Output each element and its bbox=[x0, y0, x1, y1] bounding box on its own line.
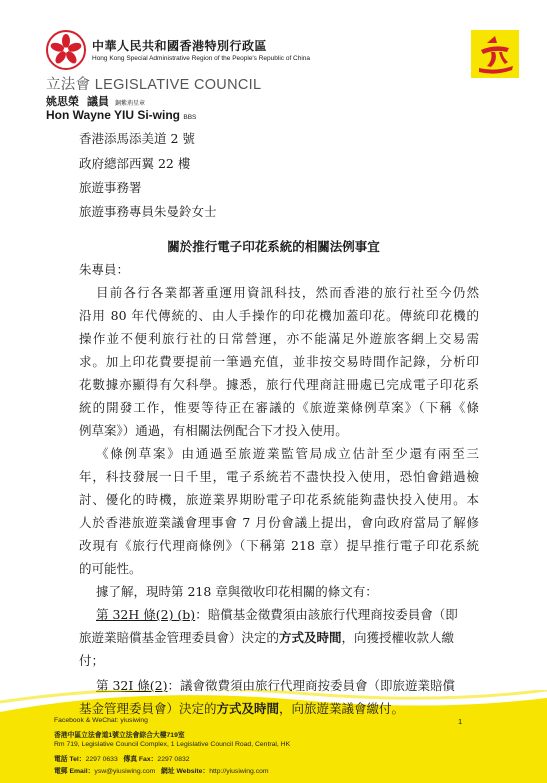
clause-32i-text: ：議會徵費須由旅行代理商按委員會（即旅遊業賠償 bbox=[167, 678, 456, 693]
tel-label: 電話 Tel： bbox=[54, 756, 86, 763]
clause-32h-ref: 第 32H 條(2) (b) bbox=[96, 607, 196, 622]
government-name-en: Hong Kong Special Administrative Region of the People's Republic of China bbox=[92, 55, 311, 62]
member-name-zh-text: 姚思榮 bbox=[46, 95, 79, 108]
footer-address-zh: 香港中區立法會道1號立法會綜合大樓719室 bbox=[54, 732, 185, 739]
government-name-zh: 中華人民共和國香港特別行政區 bbox=[92, 39, 268, 53]
member-honor-zh: 銅紫荊星章 bbox=[115, 100, 146, 107]
member-honor-en: BBS bbox=[183, 114, 197, 121]
footer-contact bbox=[54, 765, 269, 775]
paragraph-line: 年，科技發展一日千里，電子系統若不盡快投入使用，恐怕會錯過檢 bbox=[79, 469, 479, 484]
member-role-zh: 議員 bbox=[87, 95, 109, 108]
clause-32i-text: 基金管理委員會）決定的 bbox=[79, 701, 217, 716]
clause-32h-line bbox=[79, 628, 479, 646]
clause-32h-line: 付； bbox=[79, 653, 105, 668]
paragraph-line: 沿用 80 年代傳統的、由人手操作的印花機加蓋印花。傳統印花機的 bbox=[79, 308, 479, 323]
paragraph-line: 人於香港旅遊業議會理事會 7 月份會議上提出，會向政府當局了解修 bbox=[79, 515, 479, 530]
address-line: 旅遊事務專員朱曼鈴女士 bbox=[79, 204, 217, 219]
member-name-en-text: Hon Wayne YIU Si-wing bbox=[46, 108, 181, 122]
address-line: 政府總部西翼 22 樓 bbox=[79, 156, 191, 171]
paragraph-line: 統的開發工作，惟要等待正在審議的《旅遊業條例草案》（下稱《條 bbox=[79, 400, 479, 415]
paragraph-line: 討、優化的時機，旅遊業界期盼電子印花系統能夠盡快投入使用。本 bbox=[79, 492, 479, 507]
paragraph-line: 據了解，現時第 218 章與徵收印花相關的條文有： bbox=[96, 584, 378, 599]
salutation: 朱專員： bbox=[79, 262, 130, 277]
legislator-logo bbox=[471, 30, 519, 78]
email-link[interactable]: ysw@yiusiwing.com bbox=[94, 768, 156, 775]
address-line: 旅遊事務署 bbox=[79, 180, 142, 195]
clause-32h-text: ：賠償基金徵費須由該旅行代理商按委員會（即 bbox=[195, 607, 458, 622]
paragraph-line: 花數據亦顯得有欠科學。據悉，旅行代理商註冊處已完成電子印花系 bbox=[79, 377, 479, 392]
address-line: 香港添馬添美道 2 號 bbox=[79, 131, 195, 146]
web-label: 網址 Website： bbox=[161, 768, 210, 775]
paragraph-line: 目前各行各業都著重運用資訊科技，然而香港的旅行社至今仍然 bbox=[96, 285, 479, 300]
fax-number: 2297 0832 bbox=[157, 756, 190, 763]
hksar-emblem bbox=[46, 30, 86, 70]
paragraph-line: 的可能性。 bbox=[79, 561, 142, 576]
clause-32h-text: ，向獲授權收款人繳 bbox=[341, 630, 455, 645]
paragraph-line: 例草案》）通過，有相關法例配合下才投入使用。 bbox=[79, 423, 348, 438]
paragraph-line: 《條例草案》由通過至旅遊業監管局成立估計至少還有兩至三 bbox=[96, 446, 479, 461]
email-label: 電郵 Email： bbox=[54, 768, 95, 775]
paragraph-line: 改現有《旅行代理商條例》（下稱第 218 章）提早推行電子印花系統 bbox=[79, 538, 479, 553]
footer-phone-fax bbox=[54, 753, 190, 763]
footer-social: Facebook & WeChat: yiusiwing bbox=[54, 717, 148, 724]
page-number: 1 bbox=[458, 717, 463, 726]
member-name-zh bbox=[46, 93, 145, 109]
footer-address-en: Rm 719, Legislative Council Complex, 1 Legislative Council Road, Central, HK bbox=[54, 741, 291, 748]
member-name-en bbox=[46, 108, 196, 122]
clause-32i-emphasis: 方式及時間 bbox=[216, 701, 280, 716]
clause-32i-line bbox=[79, 699, 479, 717]
clause-32h-line bbox=[96, 605, 496, 623]
clause-32h-text: 旅遊業賠償基金管理委員會）決定的 bbox=[79, 630, 280, 645]
paragraph-line: 求。加上印花費要提前一筆過充值，並非按交易時間作記錄，分析印 bbox=[79, 354, 479, 369]
fax-label: 傳真 Fax： bbox=[123, 756, 158, 763]
council-name: 立法會 LEGISLATIVE COUNCIL bbox=[46, 77, 262, 93]
clause-32i-ref: 第 32I 條(2) bbox=[96, 678, 168, 693]
letter-title: 關於推行電子印花系統的相關法例事宜 bbox=[167, 239, 380, 254]
clause-32i-text: ，向旅遊業議會繳付。 bbox=[279, 701, 405, 716]
clause-32h-emphasis: 方式及時間 bbox=[279, 630, 342, 645]
tel-number: 2297 0633 bbox=[85, 756, 118, 763]
paragraph-line: 操作並不便利旅行社的日常營運，亦不能滿足外遊旅客網上交易需 bbox=[79, 331, 479, 346]
website-link[interactable]: http://yiusiwing.com bbox=[209, 768, 269, 775]
